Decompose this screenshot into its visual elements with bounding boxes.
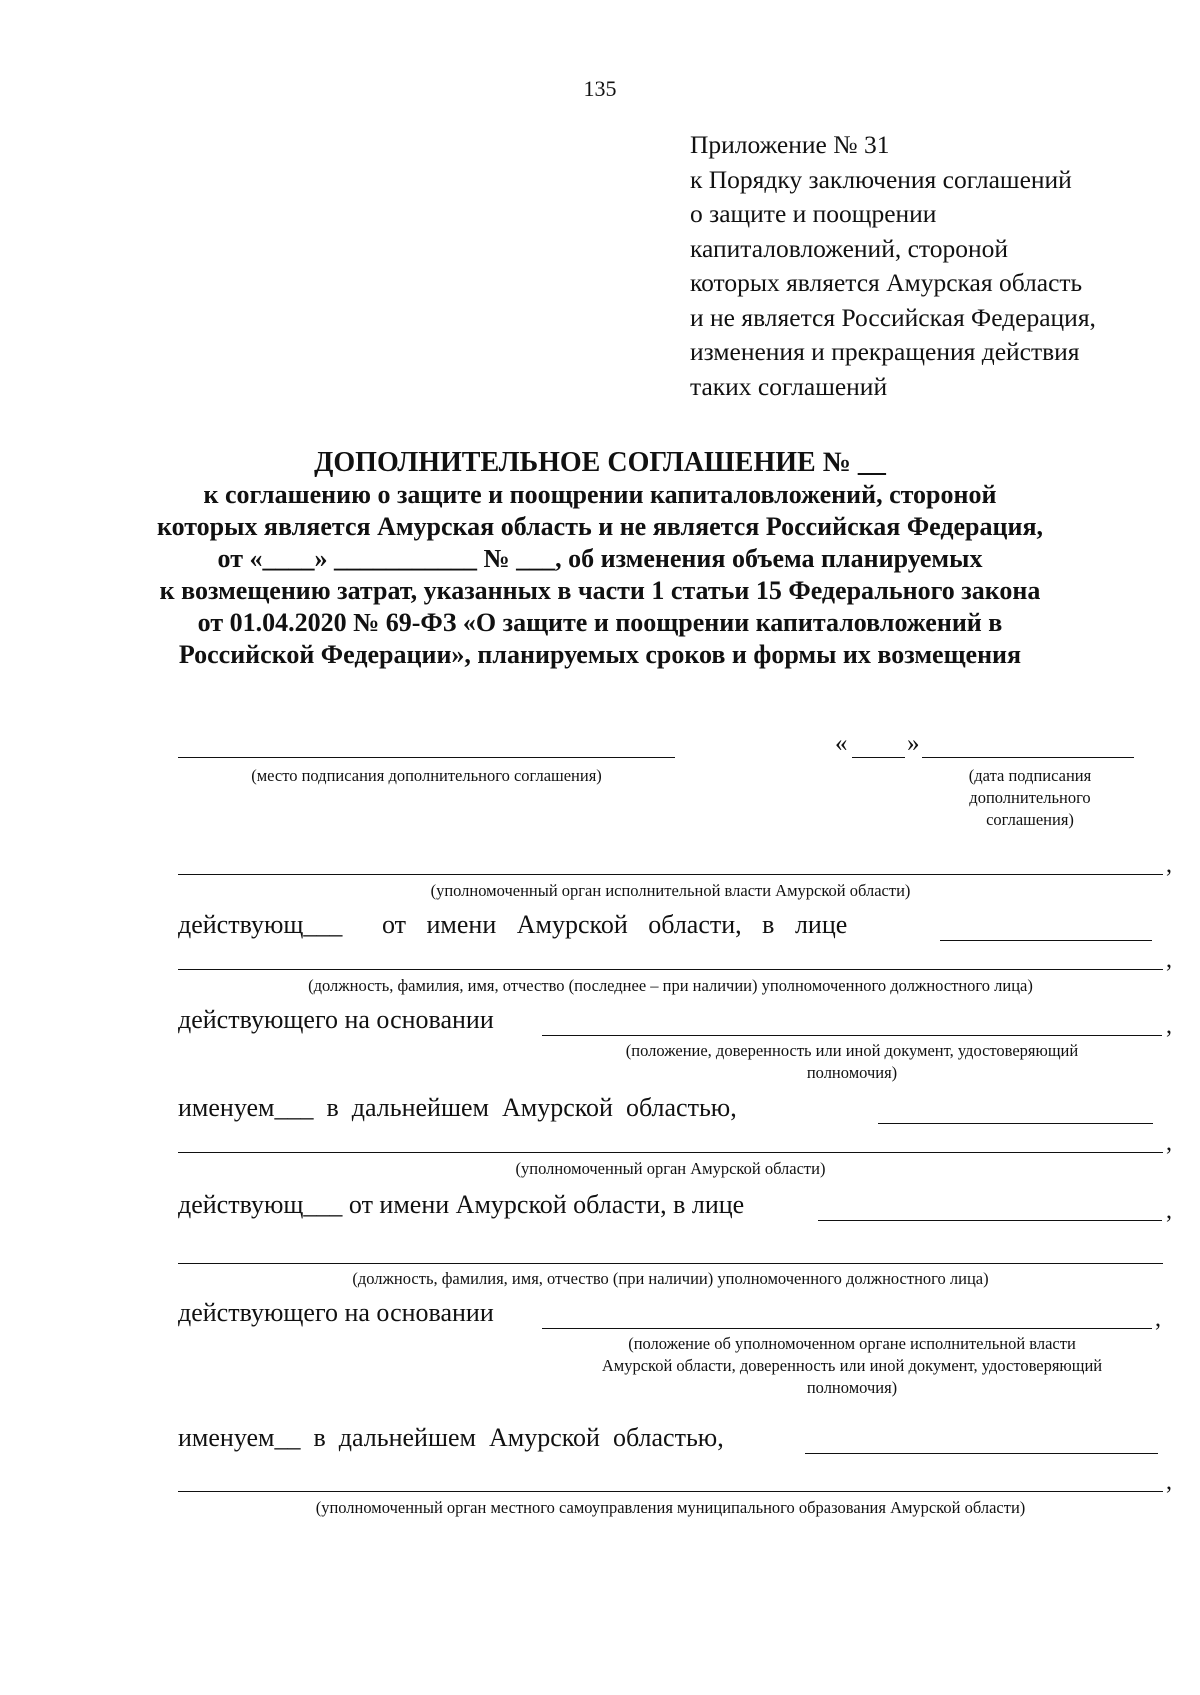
date-caption xyxy=(930,765,1130,831)
named-field-2a[interactable] xyxy=(805,1453,1158,1454)
basis-caption-1 xyxy=(542,1040,1162,1084)
named-text-2: именуем__ в дальнейшем Амурской областью, xyxy=(178,1423,724,1452)
comma: , xyxy=(1166,1469,1172,1495)
title-line: Российской Федерации», планируемых сроков и формы их возмещения xyxy=(178,640,1022,669)
appendix-line: и не является Российская Федерация, xyxy=(690,302,1096,332)
appendix-line: о защите и поощрении xyxy=(690,199,937,228)
place-caption: (место подписания дополнительного соглашения) xyxy=(251,766,602,785)
person-field-2a[interactable] xyxy=(818,1220,1162,1221)
basis-caption-line: Амурской области, доверенность или иной документ, удостоверяющий xyxy=(601,1356,1103,1375)
appendix-header xyxy=(690,128,1096,404)
appendix-line: изменения и прекращения действия xyxy=(690,337,1080,366)
appendix-line: капиталовложений, стороной xyxy=(690,233,1009,263)
organ-field-1[interactable] xyxy=(178,874,1163,875)
title-line: от «____» ___________ № ___, об изменения объема планируемых xyxy=(217,544,983,573)
date-day-field[interactable] xyxy=(852,757,905,758)
named-text-1: именуем___ в дальнейшем Амурской областью, xyxy=(178,1093,737,1122)
date-caption-line: соглашения) xyxy=(986,810,1074,829)
appendix-line: Приложение № 31 xyxy=(690,130,890,159)
person-field-1b[interactable] xyxy=(178,969,1163,970)
basis-text-2: действующего на основании xyxy=(178,1298,494,1327)
basis-field-1[interactable] xyxy=(542,1035,1162,1036)
organ-caption-2: (уполномоченный орган Амурской области) xyxy=(515,1159,826,1178)
person-caption-2: (должность, фамилия, имя, отчество (при наличии) уполномоченного должностного лица) xyxy=(352,1269,989,1288)
named-field-1b[interactable] xyxy=(178,1152,1163,1153)
basis-caption-line: (положение об уполномоченном органе исполнительной власти xyxy=(628,1334,1076,1353)
person-field-2b[interactable] xyxy=(178,1263,1163,1264)
comma: , xyxy=(1166,1013,1172,1039)
date-caption-line: (дата подписания xyxy=(968,766,1092,785)
named-field-1a[interactable] xyxy=(878,1123,1153,1124)
title-line: к соглашению о защите и поощрении капиталовложений, стороной xyxy=(203,480,997,509)
date-month-field[interactable] xyxy=(922,757,1134,758)
comma: , xyxy=(1166,852,1172,878)
date-open-quote: « xyxy=(835,730,848,757)
title-line: ДОПОЛНИТЕЛЬНОЕ СОГЛАШЕНИЕ № __ xyxy=(314,447,886,478)
document-title xyxy=(0,447,1200,671)
date-caption-line: дополнительного xyxy=(969,788,1091,807)
person-field-1a[interactable] xyxy=(940,940,1152,941)
basis-caption-2 xyxy=(542,1333,1162,1399)
title-line: к возмещению затрат, указанных в части 1 статьи 15 Федерального закона xyxy=(159,576,1041,605)
comma: , xyxy=(1155,1306,1161,1332)
acting-word-1: действующ___ xyxy=(178,910,343,939)
acting-text-2: действующ___ от имени Амурской области, в лице xyxy=(178,1190,745,1219)
organ-caption-3: (уполномоченный орган местного самоуправления муниципального образования Амурской области) xyxy=(315,1498,1026,1517)
title-line: от 01.04.2020 № 69-ФЗ «О защите и поощрении капиталовложений в xyxy=(197,608,1003,637)
place-field[interactable] xyxy=(178,757,675,758)
basis-caption-line: полномочия) xyxy=(806,1378,898,1397)
basis-field-2[interactable] xyxy=(542,1328,1152,1329)
title-line: которых является Амурская область и не является Российская Федерация, xyxy=(156,512,1044,541)
basis-text-1: действующего на основании xyxy=(178,1005,494,1034)
comma: , xyxy=(1166,947,1172,973)
appendix-line: к Порядку заключения соглашений xyxy=(690,164,1072,194)
appendix-line: таких соглашений xyxy=(690,371,888,401)
basis-caption-line: (положение, доверенность или иной документ, удостоверяющий xyxy=(625,1041,1079,1060)
acting-text-1: от имени Амурской области, в лице xyxy=(382,910,848,939)
named-field-2b[interactable] xyxy=(178,1491,1163,1492)
date-close-quote: » xyxy=(907,730,920,757)
comma: , xyxy=(1166,1198,1172,1224)
appendix-line: которых является Амурская область xyxy=(690,268,1083,297)
person-caption-1: (должность, фамилия, имя, отчество (последнее – при наличии) уполномоченного должностного лица) xyxy=(308,976,1033,995)
basis-caption-line: полномочия) xyxy=(806,1063,898,1082)
organ-caption-1: (уполномоченный орган исполнительной власти Амурской области) xyxy=(430,881,911,900)
page-number: 135 xyxy=(583,76,617,101)
comma: , xyxy=(1166,1130,1172,1156)
